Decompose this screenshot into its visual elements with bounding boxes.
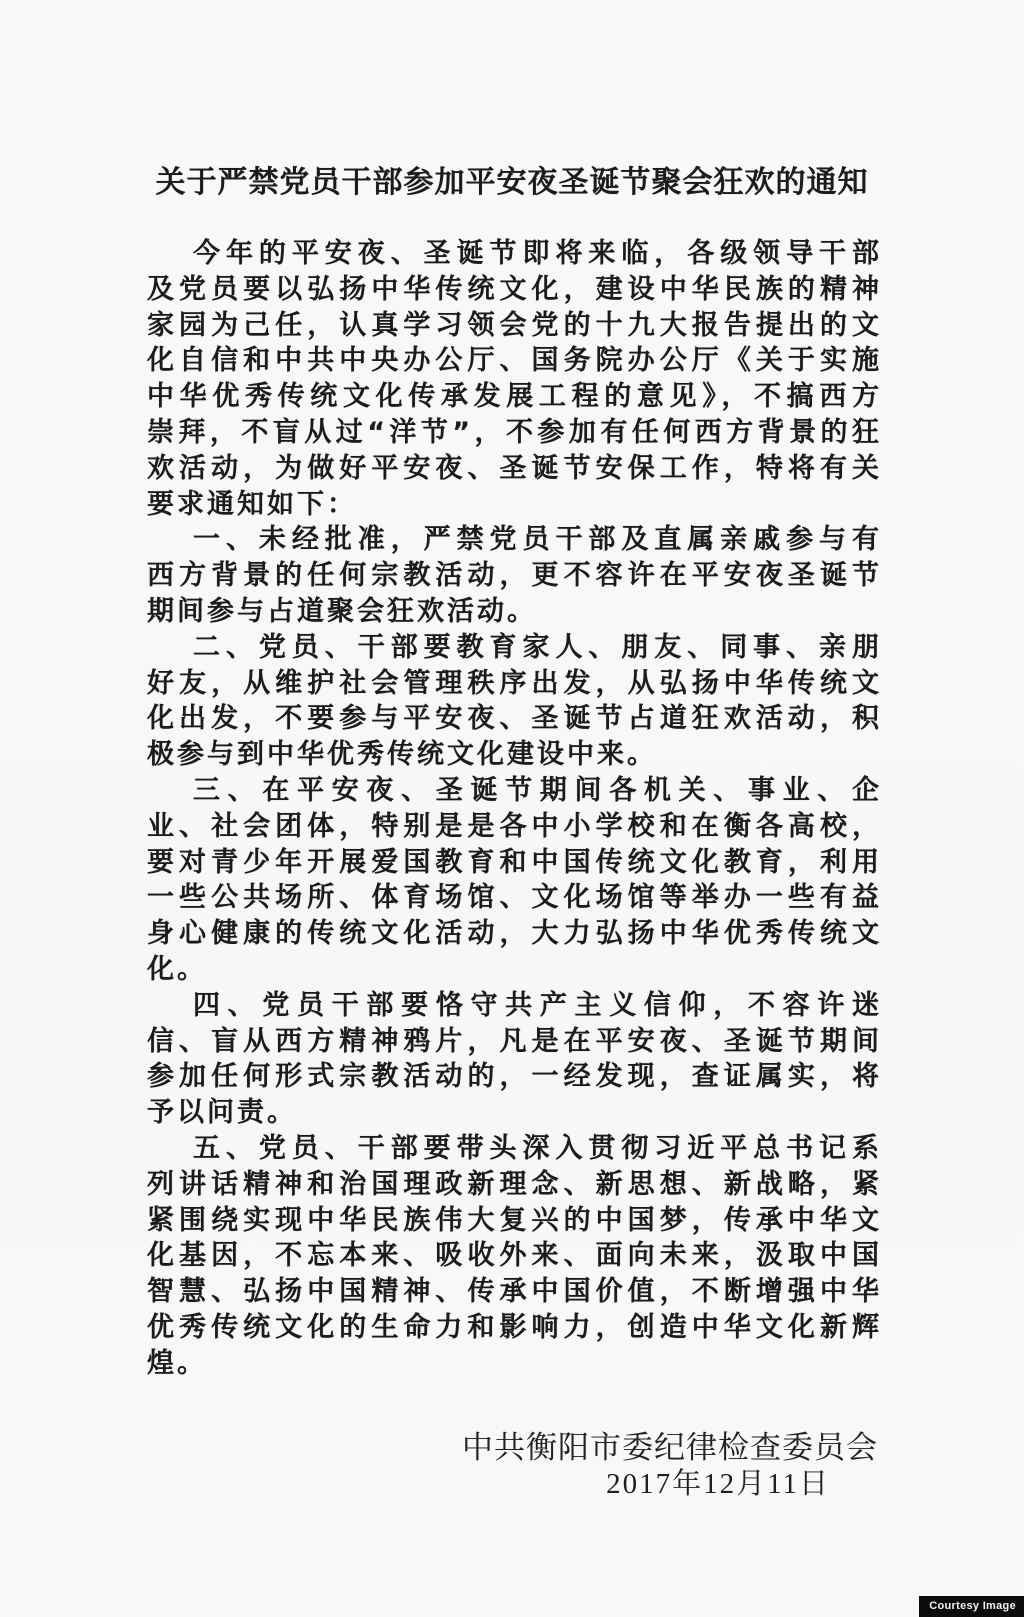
document-line: 化自信和中共中央办公厅、国务院办公厅《关于实施 (147, 345, 879, 377)
document-line: 予以问责。 (147, 1097, 297, 1129)
document-line: 业、社会团体，特别是是各中小学校和在衡各高校， (147, 810, 879, 842)
document-line: 二、党员、干部要教育家人、朋友、同事、亲朋 (193, 631, 879, 663)
document-line: 紧围绕实现中华民族伟大复兴的中国梦，传承中华文 (147, 1204, 879, 1236)
document-title: 关于严禁党员干部参加平安夜圣诞节聚会狂欢的通知 (155, 165, 869, 200)
document-line: 三、在平安夜、圣诞节期间各机关、事业、企 (193, 774, 879, 806)
document-line: 要对青少年开展爱国教育和中国传统文化教育，利用 (147, 846, 879, 878)
document-line: 智慧、弘扬中国精神、传承中国价值，不断增强中华 (147, 1276, 879, 1308)
document-line: 列讲话精神和治国理政新理念、新思想、新战略，紧 (147, 1168, 879, 1200)
document-line: 化基因，不忘本来、吸收外来、面向未来，汲取中国 (147, 1240, 879, 1272)
document-line: 崇拜，不盲从过“洋节”，不参加有任何西方背景的狂 (147, 416, 879, 448)
document-body (147, 236, 879, 1382)
document-line: 煌。 (147, 1347, 207, 1379)
document-line: 欢活动，为做好平安夜、圣诞节安保工作，特将有关 (147, 452, 879, 484)
document-line: 期间参与占道聚会狂欢活动。 (147, 595, 537, 627)
document-line: 中华优秀传统文化传承发展工程的意见》，不搞西方 (147, 381, 879, 413)
document-line: 四、党员干部要恪守共产主义信仰，不容许迷 (193, 989, 879, 1021)
document-line: 化出发，不要参与平安夜、圣诞节占道狂欢活动，积 (147, 703, 879, 735)
document-line: 身心健康的传统文化活动，大力弘扬中华优秀传统文 (147, 918, 879, 950)
document-line: 信、盲从西方精神鸦片，凡是在平安夜、圣诞节期间 (147, 1025, 879, 1057)
document-line: 及党员要以弘扬中华传统文化，建设中华民族的精神 (147, 273, 879, 305)
courtesy-image-badge: Courtesy Image (919, 1596, 1024, 1617)
document-line: 今年的平安夜、圣诞节即将来临，各级领导干部 (193, 238, 879, 269)
document-line: 优秀传统文化的生命力和影响力，创造中华文化新辉 (147, 1311, 879, 1343)
document-line: 要求通知如下： (147, 488, 357, 520)
document-line: 五、党员、干部要带头深入贯彻习近平总书记系 (193, 1132, 879, 1164)
document-line: 一、未经批准，严禁党员干部及直属亲戚参与有 (193, 524, 879, 556)
document-line: 西方背景的任何宗教活动，更不容许在平安夜圣诞节 (147, 560, 879, 592)
document-line: 一些公共场所、体育场馆、文化场馆等举办一些有益 (147, 882, 879, 914)
document-line: 极参与到中华优秀传统文化建设中来。 (147, 739, 657, 771)
document-line: 化。 (147, 953, 207, 985)
signature-line: 中共衡阳市委纪律检查委员会 (462, 1430, 878, 1466)
document-line: 家园为己任，认真学习领会党的十九大报告提出的文 (147, 309, 879, 341)
document-line: 好友，从维护社会管理秩序出发，从弘扬中华传统文 (147, 667, 879, 699)
document-line: 参加任何形式宗教活动的，一经发现，查证属实，将 (147, 1061, 879, 1093)
date-line: 2017年12月11日 (606, 1468, 830, 1500)
